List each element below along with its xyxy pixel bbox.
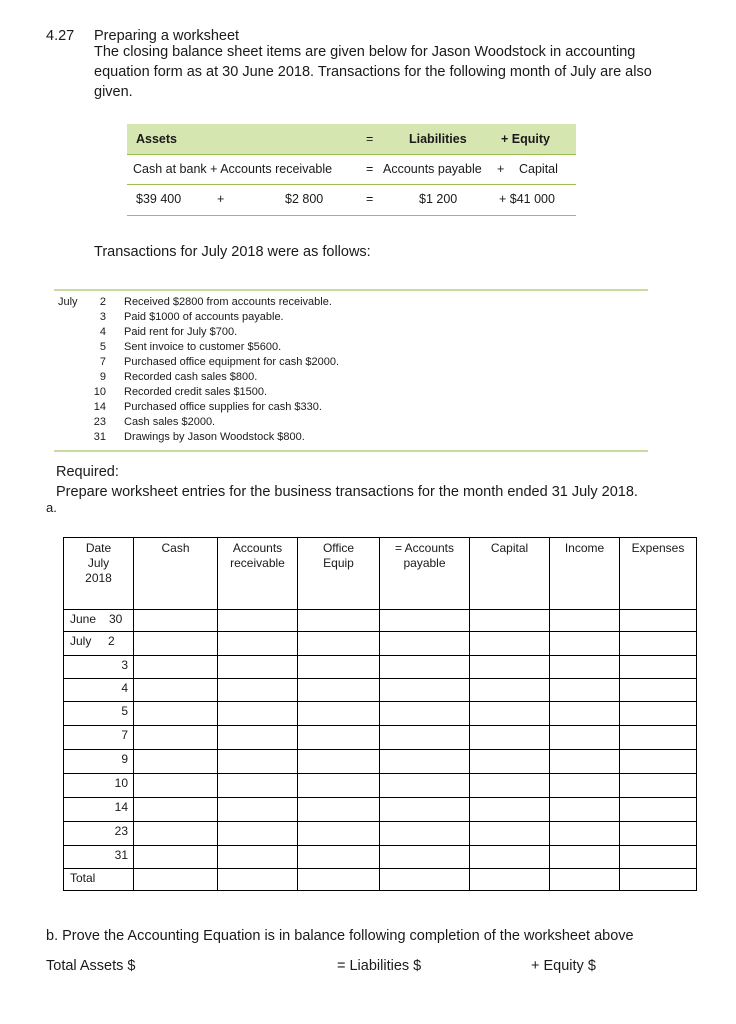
header-date <box>64 538 134 610</box>
equation-row1-capital: Capital <box>519 162 558 176</box>
worksheet-entry-cell[interactable] <box>620 632 697 656</box>
transaction-desc: Drawings by Jason Woodstock $800. <box>124 431 305 443</box>
worksheet-entry-cell[interactable] <box>218 656 298 679</box>
header-date-line: Date <box>85 541 112 555</box>
header-date-line: 2018 <box>85 571 112 585</box>
table-row <box>64 798 697 822</box>
header-line: Accounts <box>232 541 283 555</box>
worksheet-entry-cell[interactable] <box>550 798 620 822</box>
worksheet-entry-cell[interactable] <box>470 726 550 750</box>
worksheet-entry-cell[interactable] <box>550 656 620 679</box>
transaction-desc: Recorded credit sales $1500. <box>124 386 268 398</box>
worksheet-entry-cell[interactable] <box>470 679 550 702</box>
worksheet-entry-cell[interactable] <box>620 750 697 774</box>
equation-row1-plus: + <box>497 162 505 176</box>
table-row <box>64 656 697 679</box>
transaction-desc: Purchased office equipment for cash $2000. <box>124 356 340 368</box>
table-row <box>64 726 697 750</box>
worksheet-entry-cell[interactable] <box>134 679 218 702</box>
equation-row2-receivable: $2 800 <box>285 192 324 206</box>
header-line: receivable <box>230 556 285 570</box>
equation-divider <box>127 154 576 155</box>
header-income <box>550 538 620 610</box>
transaction-day: 3 <box>99 311 106 323</box>
worksheet-entry-cell[interactable] <box>134 750 218 774</box>
header-capital-label: Capital <box>490 541 529 555</box>
header-cash-label: Cash <box>161 541 190 555</box>
question-body: The closing balance sheet items are given below for Jason Woodstock in accounting equation form as at 30 June 2018. Transactions for the following month of July are also given. <box>94 44 652 100</box>
header-expenses <box>620 538 697 610</box>
worksheet-entry-cell[interactable] <box>218 774 298 798</box>
row-month: July <box>70 634 92 648</box>
row-day: 23 <box>114 824 128 838</box>
worksheet-entry-cell[interactable] <box>298 610 380 632</box>
header-cash <box>134 538 218 610</box>
worksheet-entry-cell[interactable] <box>298 750 380 774</box>
table-row <box>64 610 697 632</box>
worksheet-entry-cell[interactable] <box>380 869 470 891</box>
worksheet-entry-cell[interactable] <box>134 726 218 750</box>
part-b-text: b. Prove the Accounting Equation is in balance following completion of the worksheet above <box>46 928 634 944</box>
worksheet-entry-cell[interactable] <box>380 750 470 774</box>
required-label: Required: <box>56 464 119 480</box>
transaction-day: 14 <box>93 401 106 413</box>
transactions-month: July <box>58 296 78 308</box>
date-cell <box>64 632 134 656</box>
worksheet-entry-cell[interactable] <box>620 822 697 846</box>
transaction-day: 4 <box>99 326 106 338</box>
worksheet-entry-cell[interactable] <box>134 632 218 656</box>
equation-row2-plus: + <box>217 192 225 206</box>
worksheet-header-row <box>64 538 697 610</box>
row-day: 30 <box>109 612 123 626</box>
transaction-desc: Cash sales $2000. <box>124 416 216 428</box>
required-text: Prepare worksheet entries for the business transactions for the month ended 31 July 2018. <box>56 484 638 500</box>
worksheet-entry-cell[interactable] <box>620 726 697 750</box>
transaction-desc: Recorded cash sales $800. <box>124 371 258 383</box>
worksheet-entry-cell[interactable] <box>620 702 697 726</box>
transaction-day: 31 <box>93 431 106 443</box>
worksheet-entry-cell[interactable] <box>298 869 380 891</box>
worksheet-entry-cell[interactable] <box>218 726 298 750</box>
row-day: 4 <box>121 681 128 695</box>
worksheet-entry-cell[interactable] <box>550 679 620 702</box>
worksheet-entry-cell[interactable] <box>620 798 697 822</box>
worksheet-entry-cell[interactable] <box>470 632 550 656</box>
worksheet-entry-cell[interactable] <box>380 846 470 869</box>
worksheet-entry-cell[interactable] <box>298 656 380 679</box>
worksheet-entry-cell[interactable] <box>620 610 697 632</box>
part-a-label: a. <box>46 500 57 515</box>
table-row <box>64 632 697 656</box>
equation-header-liabilities: Liabilities <box>409 132 467 146</box>
equation-row1-assets: Cash at bank + Accounts receivable <box>133 162 333 176</box>
header-date-line: July <box>87 556 110 570</box>
date-cell <box>64 846 134 869</box>
row-month: June <box>70 612 97 626</box>
transaction-desc: Paid $1000 of accounts payable. <box>124 311 284 323</box>
equation-header-equity: + Equity <box>501 132 550 146</box>
worksheet-entry-cell[interactable] <box>298 726 380 750</box>
row-month: Total <box>70 871 96 885</box>
worksheet-entry-cell[interactable] <box>470 822 550 846</box>
equation-table <box>127 124 576 216</box>
row-day: 2 <box>108 634 115 648</box>
worksheet-entry-cell[interactable] <box>470 702 550 726</box>
equation-row2-equity: + $41 000 <box>499 192 555 206</box>
header-accounts-payable <box>380 538 470 610</box>
equation-row2-liabilities: $1 200 <box>419 192 458 206</box>
date-cell <box>64 679 134 702</box>
worksheet-entry-cell[interactable] <box>298 632 380 656</box>
transaction-day: 23 <box>93 416 106 428</box>
transactions-top-rule <box>54 289 648 291</box>
transaction-desc: Purchased office supplies for cash $330. <box>124 401 322 413</box>
worksheet-entry-cell[interactable] <box>380 774 470 798</box>
equation-header-equals: = <box>366 132 374 146</box>
row-day: 10 <box>114 776 128 790</box>
date-cell <box>64 869 134 891</box>
worksheet-entry-cell[interactable] <box>134 869 218 891</box>
worksheet-entry-cell[interactable] <box>380 632 470 656</box>
date-cell <box>64 822 134 846</box>
worksheet-entry-cell[interactable] <box>218 679 298 702</box>
equation-row1-liabilities: Accounts payable <box>383 162 482 176</box>
worksheet-entry-cell[interactable] <box>620 679 697 702</box>
header-expenses-label: Expenses <box>631 541 685 555</box>
transaction-day: 10 <box>93 386 106 398</box>
transactions-intro: Transactions for July 2018 were as follows: <box>94 244 371 260</box>
worksheet-entry-cell[interactable] <box>218 798 298 822</box>
table-row <box>64 846 697 869</box>
worksheet-entry-cell[interactable] <box>550 726 620 750</box>
row-day: 9 <box>121 752 128 766</box>
transaction-desc: Paid rent for July $700. <box>124 326 238 338</box>
equation-divider <box>127 215 576 216</box>
worksheet-entry-cell[interactable] <box>218 846 298 869</box>
worksheet-entry-cell[interactable] <box>298 702 380 726</box>
worksheet-entry-cell[interactable] <box>470 798 550 822</box>
row-day: 7 <box>121 728 128 742</box>
worksheet-entry-cell[interactable] <box>470 869 550 891</box>
header-office-equip <box>298 538 380 610</box>
worksheet-entry-cell[interactable] <box>550 774 620 798</box>
worksheet-entry-cell[interactable] <box>470 610 550 632</box>
table-row <box>64 869 697 891</box>
table-row <box>64 750 697 774</box>
worksheet-entry-cell[interactable] <box>380 679 470 702</box>
worksheet-entry-cell[interactable] <box>134 610 218 632</box>
equation-row2-equals: = <box>366 192 374 206</box>
header-income-label: Income <box>564 541 605 555</box>
date-cell <box>64 702 134 726</box>
worksheet-entry-cell[interactable] <box>380 702 470 726</box>
worksheet-entry-cell[interactable] <box>620 656 697 679</box>
worksheet-entry-cell[interactable] <box>380 798 470 822</box>
row-day: 5 <box>121 704 128 718</box>
worksheet-entry-cell[interactable] <box>550 750 620 774</box>
worksheet-entry-cell[interactable] <box>134 798 218 822</box>
transaction-day: 2 <box>99 296 106 308</box>
worksheet-entry-cell[interactable] <box>218 702 298 726</box>
worksheet-entry-cell[interactable] <box>470 656 550 679</box>
worksheet-entry-cell[interactable] <box>134 774 218 798</box>
worksheet-entry-cell[interactable] <box>218 610 298 632</box>
equity-label: + Equity $ <box>531 958 596 974</box>
header-accounts-receivable <box>218 538 298 610</box>
worksheet-entry-cell[interactable] <box>550 610 620 632</box>
worksheet-entry-cell[interactable] <box>218 822 298 846</box>
worksheet-entry-cell[interactable] <box>134 656 218 679</box>
worksheet-entry-cell[interactable] <box>298 822 380 846</box>
row-day: 14 <box>114 800 128 814</box>
equation-row2-cash: $39 400 <box>136 192 182 206</box>
date-cell <box>64 656 134 679</box>
equation-divider <box>127 184 576 185</box>
table-row <box>64 679 697 702</box>
table-row <box>64 822 697 846</box>
worksheet-entry-cell[interactable] <box>380 822 470 846</box>
worksheet-entry-cell[interactable] <box>134 822 218 846</box>
date-cell <box>64 750 134 774</box>
transaction-day: 7 <box>99 356 106 368</box>
header-line: = Accounts <box>394 541 455 555</box>
worksheet-entry-cell[interactable] <box>134 846 218 869</box>
worksheet-entry-cell[interactable] <box>218 869 298 891</box>
header-line: payable <box>403 556 446 570</box>
transactions-bottom-rule <box>54 450 648 452</box>
required-section <box>56 462 638 502</box>
worksheet-entry-cell[interactable] <box>380 656 470 679</box>
worksheet-entry-cell[interactable] <box>298 774 380 798</box>
worksheet-entry-cell[interactable] <box>380 726 470 750</box>
total-assets-label: Total Assets $ <box>46 958 136 974</box>
date-cell <box>64 726 134 750</box>
worksheet-entry-cell[interactable] <box>380 610 470 632</box>
worksheet-entry-cell[interactable] <box>470 774 550 798</box>
worksheet-table <box>63 537 697 891</box>
worksheet-entry-cell[interactable] <box>298 846 380 869</box>
worksheet-entry-cell[interactable] <box>218 750 298 774</box>
equation-row1-equals: = <box>366 162 374 176</box>
transaction-desc: Sent invoice to customer $5600. <box>124 341 282 353</box>
question-title: Preparing a worksheet <box>94 28 240 44</box>
worksheet-entry-cell[interactable] <box>620 869 697 891</box>
row-day: 31 <box>114 848 128 862</box>
transaction-day: 9 <box>99 371 106 383</box>
worksheet-entry-cell[interactable] <box>550 846 620 869</box>
worksheet-entry-cell[interactable] <box>550 632 620 656</box>
transaction-day: 5 <box>99 341 106 353</box>
header-capital <box>470 538 550 610</box>
row-day: 3 <box>121 658 128 672</box>
table-row <box>64 702 697 726</box>
transaction-desc: Received $2800 from accounts receivable. <box>124 296 332 308</box>
date-cell <box>64 798 134 822</box>
worksheet-entry-cell[interactable] <box>218 632 298 656</box>
header-line: Office <box>322 541 355 555</box>
table-row <box>64 774 697 798</box>
worksheet-entry-cell[interactable] <box>134 702 218 726</box>
worksheet-entry-cell[interactable] <box>470 750 550 774</box>
liabilities-label: = Liabilities $ <box>337 958 422 974</box>
worksheet-entry-cell[interactable] <box>620 846 697 869</box>
worksheet-entry-cell[interactable] <box>298 679 380 702</box>
worksheet-entry-cell[interactable] <box>298 798 380 822</box>
worksheet-entry-cell[interactable] <box>550 869 620 891</box>
worksheet-entry-cell[interactable] <box>550 822 620 846</box>
date-cell <box>64 610 134 632</box>
question-number: 4.27 <box>46 28 75 44</box>
equation-header-assets: Assets <box>136 132 177 146</box>
worksheet-entry-cell[interactable] <box>550 702 620 726</box>
worksheet-entry-cell[interactable] <box>470 846 550 869</box>
date-cell <box>64 774 134 798</box>
header-line: Equip <box>323 556 354 570</box>
worksheet-entry-cell[interactable] <box>620 774 697 798</box>
